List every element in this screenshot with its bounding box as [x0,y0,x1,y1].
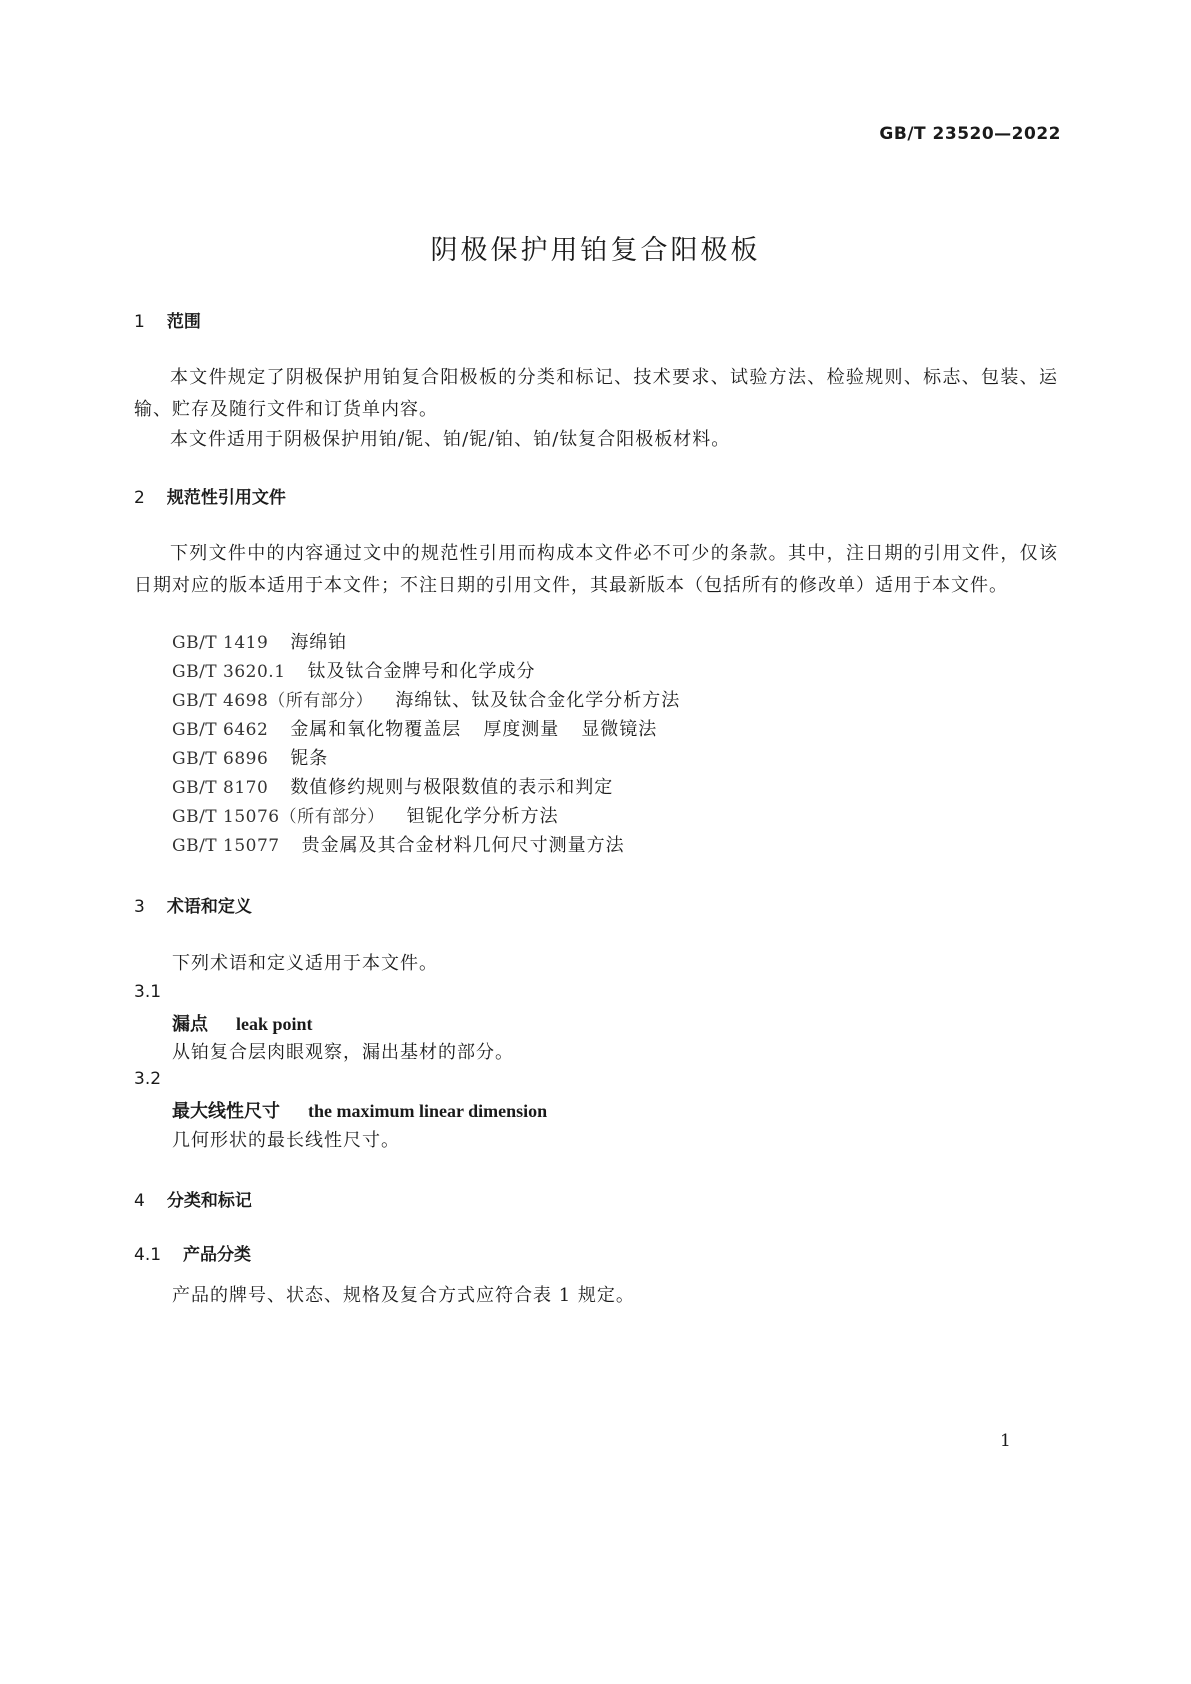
section-title: 术语和定义 [166,897,252,917]
subsection-4-1-heading [134,1240,251,1265]
page-number: 1 [1000,1431,1011,1451]
reference-code: GB/T 8170 [172,778,269,798]
reference-code: GB/T 4698（所有部分） [172,691,374,711]
reference-code: GB/T 15076（所有部分） [172,807,385,827]
term-zh: 最大线性尺寸 [172,1101,280,1122]
document-title: 阴极保护用铂复合阳极板 [430,235,761,266]
section-1-heading [134,307,201,332]
reference-item [172,628,347,654]
reference-item [172,744,328,770]
reference-code: GB/T 6896 [172,749,269,769]
reference-title: 海绵钛、钛及钛合金化学分析方法 [395,690,681,711]
term-number: 3.2 [134,1069,162,1089]
term-name [172,1010,313,1036]
section-3-heading [134,892,252,917]
term-definition: 几何形状的最长线性尺寸。 [172,1130,400,1151]
references-intro: 下列文件中的内容通过文中的规范性引用而构成本文件必不可少的条款。其中，注日期的引用文件，仅该日期对应的版本适用于本文件；不注日期的引用文件，其最新版本（包括所有的修改单）适用于本文件。 [134,543,1058,596]
reference-title: 钽铌化学分析方法 [406,806,559,827]
scope-paragraph-2: 本文件适用于阴极保护用铂/铌、铂/铌/铂、铂/钛复合阳极板材料。 [170,429,731,450]
section-2-heading [134,483,286,508]
reference-title-part: 显微镜法 [581,719,658,740]
term-zh: 漏点 [172,1014,208,1035]
classification-text: 产品的牌号、状态、规格及复合方式应符合表 1 规定。 [172,1285,635,1306]
term-en: leak point [236,1014,313,1034]
reference-title: 贵金属及其合金材料几何尺寸测量方法 [301,835,625,856]
subsection-title: 产品分类 [183,1245,252,1265]
reference-code: GB/T 1419 [172,633,269,653]
reference-title: 金属和氧化物覆盖层 [290,719,462,740]
term-number: 3.1 [134,982,162,1002]
scope-paragraph-1: 本文件规定了阴极保护用铂复合阳极板的分类和标记、技术要求、试验方法、检验规则、标志、包装、运输、贮存及随行文件和订货单内容。 [134,367,1058,420]
reference-title: 海绵铂 [290,632,348,653]
reference-code: GB/T 6462 [172,720,269,740]
reference-title-part: 厚度测量 [483,719,560,740]
section-title: 规范性引用文件 [166,488,286,508]
term-name [172,1097,547,1123]
section-number: 4 [134,1191,145,1211]
reference-item [172,657,536,683]
term-en: the maximum linear dimension [308,1101,548,1121]
reference-item [172,802,559,828]
reference-code: GB/T 3620.1 [172,662,286,682]
reference-item [172,831,625,857]
reference-code: GB/T 15077 [172,836,280,856]
reference-title: 数值修约规则与极限数值的表示和判定 [290,777,614,798]
reference-item [172,715,657,741]
section-number: 2 [134,488,145,508]
section-title: 分类和标记 [166,1191,252,1211]
term-definition: 从铂复合层肉眼观察，漏出基材的部分。 [172,1042,514,1063]
section-title: 范围 [166,312,201,332]
reference-title: 钛及钛合金牌号和化学成分 [307,661,536,682]
subsection-number: 4.1 [134,1245,162,1265]
reference-item [172,686,680,712]
section-4-heading [134,1186,252,1211]
section-number: 3 [134,897,145,917]
reference-item [172,773,613,799]
standard-number: GB/T 23520—2022 [879,124,1061,144]
reference-title: 铌条 [290,748,329,769]
terms-intro: 下列术语和定义适用于本文件。 [172,953,438,974]
section-number: 1 [134,312,145,332]
